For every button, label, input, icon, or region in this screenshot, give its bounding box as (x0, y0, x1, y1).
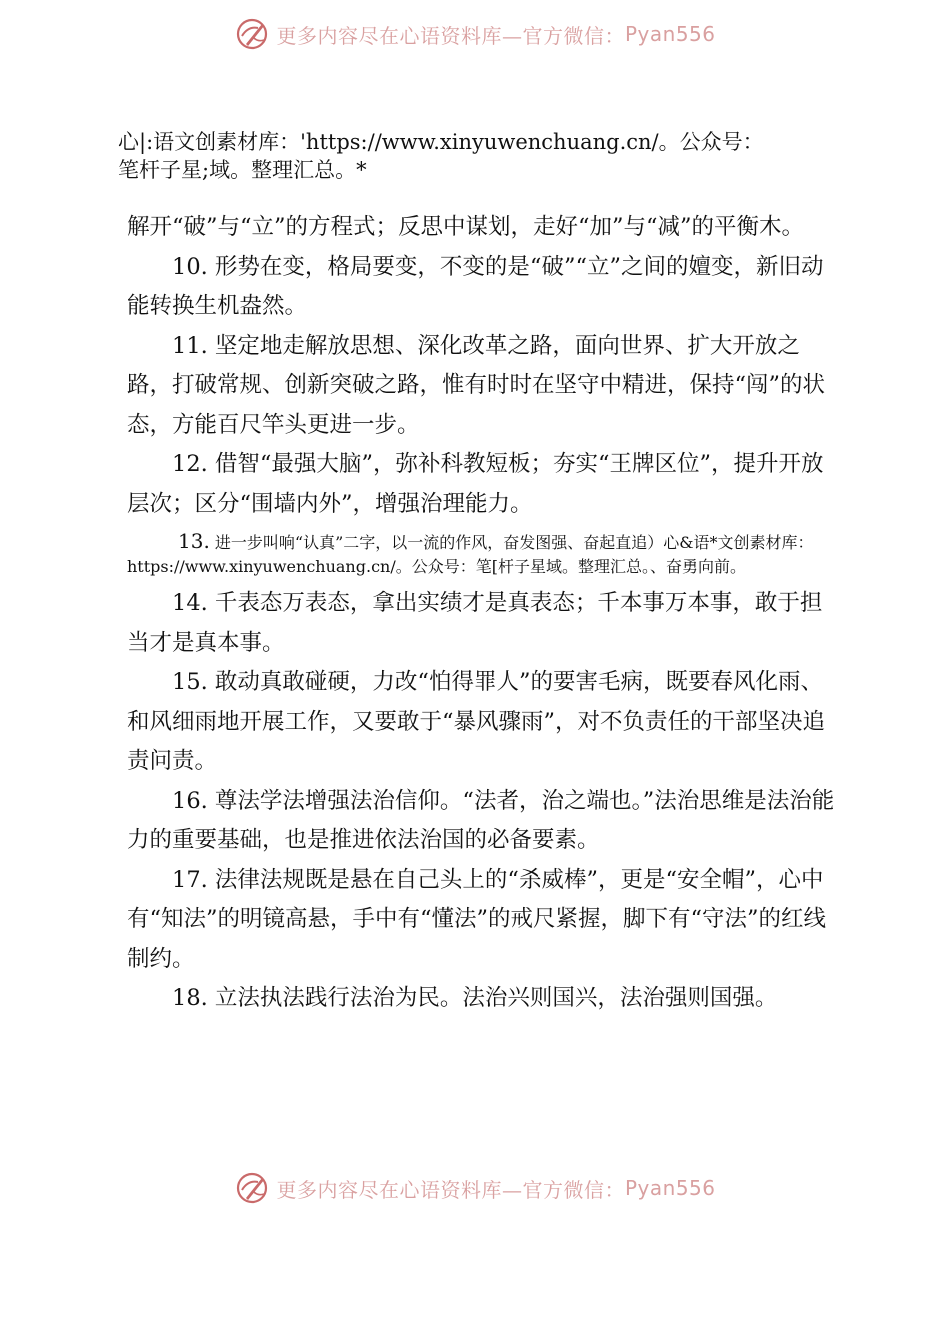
paragraph-text: 进一步叫响“认真”二字，以一流的作风，奋发图强、奋起直追）心&语*文创素材库：https://www.xinyuwenchuang.cn/。公众号：笔[杆子星域。整理汇总。、奋勇向前。 (127, 533, 814, 576)
paragraph: 10. 形势在变，格局要变，不变的是“破”“立”之间的嬗变，新旧动能转换生机盎然。 (127, 253, 824, 319)
intro-line-2: 笔杆子星;域。整理汇总。* (118, 158, 367, 182)
banner-wechat-id: Pyan556 (624, 1176, 716, 1200)
paragraph: 18. 立法执法践行法治为民。法治兴则国兴，法治强则国强。 (172, 985, 778, 1011)
header-banner (0, 14, 950, 54)
intro-block (118, 128, 918, 184)
paragraph: 17. 法律法规既是悬在自己头上的“杀威棒”，更是“安全帽”，心中有“知法”的明镜高悬，手中有“懂法”的戒尺紧握，脚下有“守法”的红线制约。 (127, 866, 827, 972)
paragraph: 解开“破”与“立”的方程式；反思中谋划，走好“加”与“减”的平衡木。 (127, 214, 805, 240)
banner-text: 更多内容尽在心语资料库—官方微信： (276, 23, 625, 48)
paragraph-small (127, 530, 835, 578)
intro-line-1: 心|:语文创素材库：'https://www.xinyuwenchuang.cn/。公众号： (118, 130, 764, 154)
banner-text: 更多内容尽在心语资料库—官方微信： (276, 1177, 625, 1202)
pen-logo-icon (234, 1170, 270, 1206)
paragraph-number: 13. (178, 529, 210, 553)
paragraph: 16. 尊法学法增强法治信仰。“法者，治之端也。”法治思维是法治能力的重要基础，也是推进依法治国的必备要素。 (127, 787, 835, 853)
footer-banner (0, 1168, 950, 1208)
paragraph: 14. 千表态万表态，拿出实绩才是真表态；千本事万本事，敢于担当才是真本事。 (127, 590, 823, 656)
paragraph: 12. 借智“最强大脑”，弥补科教短板；夯实“王牌区位”，提升开放层次；区分“围墙内外”，增强治理能力。 (127, 451, 824, 517)
document-body (127, 208, 835, 1019)
paragraph: 15. 敢动真敢碰硬，力改“怕得罪人”的要害毛病，既要春风化雨、和风细雨地开展工作，又要敢于“暴风骤雨”，对不负责任的干部坚决追责问责。 (127, 669, 826, 774)
pen-logo-icon (234, 16, 270, 52)
banner-wechat-id: Pyan556 (624, 22, 716, 46)
paragraph: 11. 坚定地走解放思想、深化改革之路，面向世界、扩大开放之路，打破常规、创新突破之路，惟有时时在坚守中精进，保持“闯”的状态，方能百尺竿头更进一步。 (127, 332, 826, 438)
